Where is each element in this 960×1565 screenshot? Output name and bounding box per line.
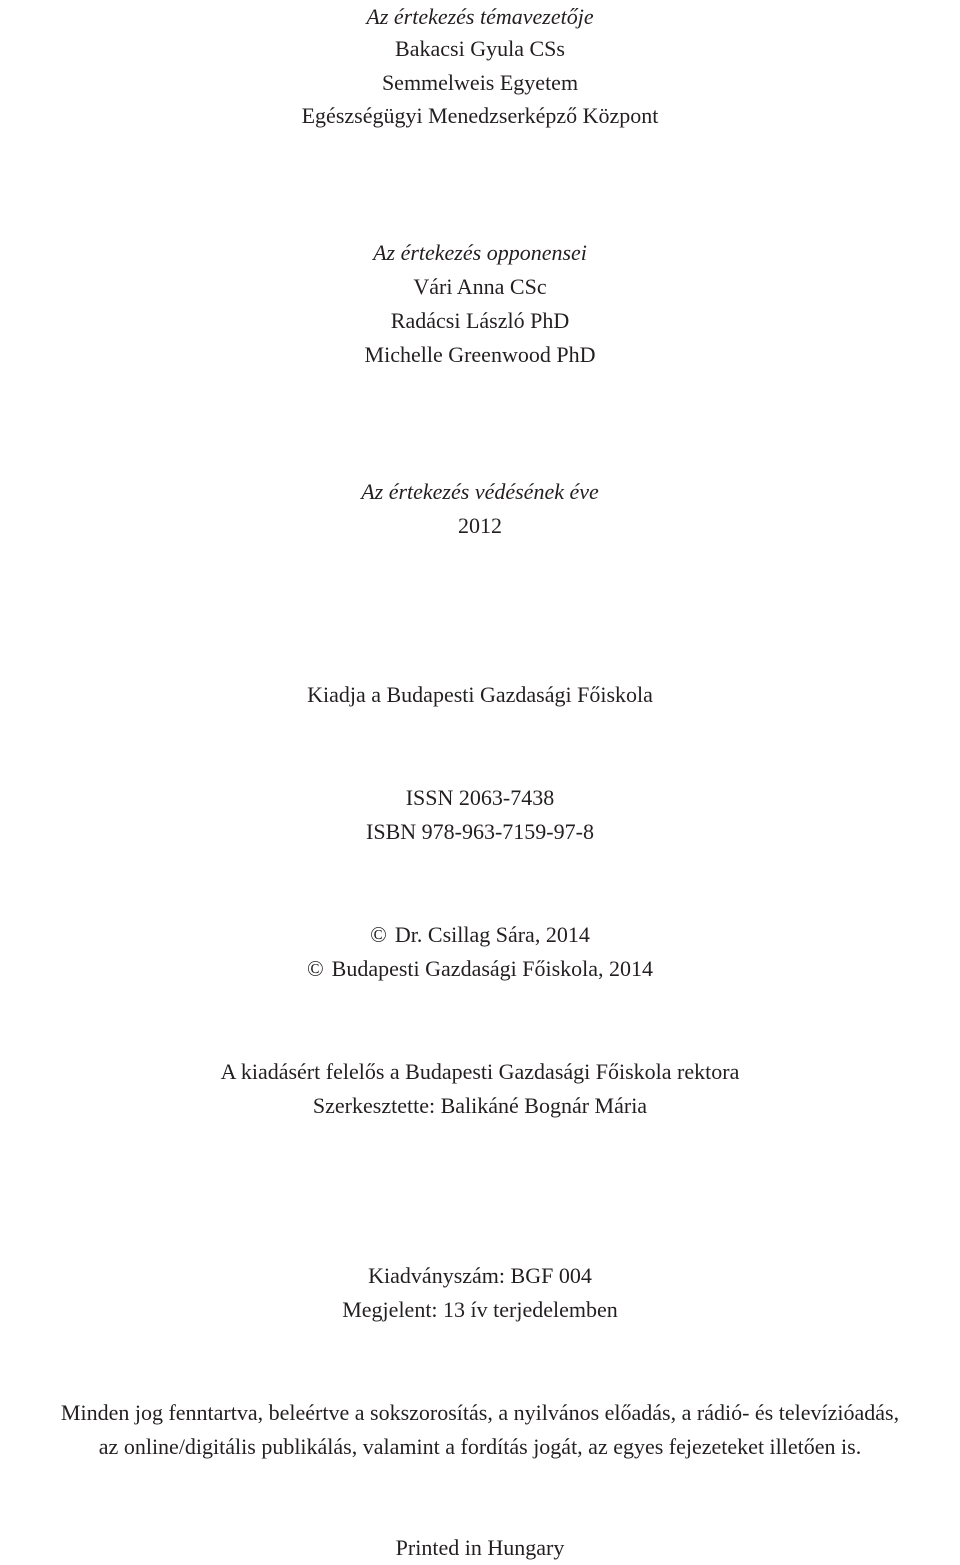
publisher-line: Kiadja a Budapesti Gazdasági Főiskola xyxy=(307,682,653,707)
opponent-name: Michelle Greenwood PhD xyxy=(364,342,596,367)
edition-number: Kiadványszám: BGF 004 xyxy=(368,1263,592,1288)
copyright-author-text: Dr. Csillag Sára, 2014 xyxy=(394,922,590,947)
copyright-author xyxy=(0,918,960,952)
printed-in: Printed in Hungary xyxy=(395,1535,565,1560)
responsibility-line: A kiadásért felelős a Budapesti Gazdasági Főiskola rektora xyxy=(220,1059,740,1084)
edition-extent: Megjelent: 13 ív terjedelemben xyxy=(342,1297,618,1322)
defense-year: 2012 xyxy=(458,513,502,538)
issn: ISSN 2063-7438 xyxy=(405,785,555,810)
copyright-symbol: © xyxy=(306,956,324,981)
opponents-heading: Az értekezés opponensei xyxy=(373,240,587,265)
opponent-name: Vári Anna CSc xyxy=(413,274,547,299)
supervisor-department: Egészségügyi Menedzserképző Központ xyxy=(301,103,659,128)
copyright-publisher xyxy=(0,952,960,986)
editor-line: Szerkesztette: Balikáné Bognár Mária xyxy=(312,1093,648,1118)
supervisor-name: Bakacsi Gyula CSs xyxy=(395,36,565,61)
copyright-publisher-text: Budapesti Gazdasági Főiskola, 2014 xyxy=(331,956,654,981)
copyright-symbol: © xyxy=(370,922,387,947)
defense-heading: Az értekezés védésének éve xyxy=(361,479,599,504)
opponent-name: Radácsi László PhD xyxy=(390,308,570,333)
rights-line: az online/digitális publikálás, valamint a fordítás jogát, az egyes fejezeteket illetően is. xyxy=(98,1434,862,1459)
supervisor-heading: Az értekezés témavezetője xyxy=(366,4,594,29)
supervisor-institution: Semmelweis Egyetem xyxy=(381,70,579,95)
rights-line: Minden jog fenntartva, beleértve a sokszorosítás, a nyilvános előadás, a rádió- és televízióadás, xyxy=(60,1400,900,1425)
isbn: ISBN 978-963-7159-97-8 xyxy=(366,819,594,844)
